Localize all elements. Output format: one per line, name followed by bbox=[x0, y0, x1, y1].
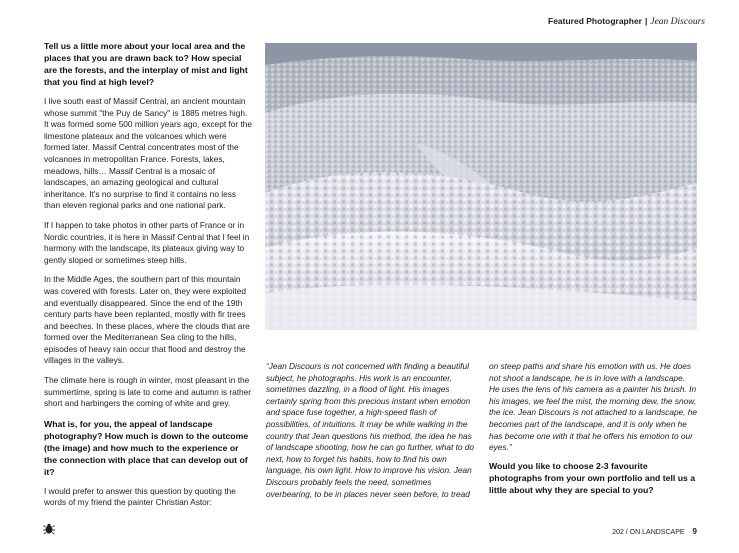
paragraph-middle-ages: In the Middle Ages, the southern part of this mountain was covered with forests. Later on, they were exploited and eventually disappeared. Since the end of the 19th century parts have been replanted, mostly with fir trees and beeches. In these places, where the clouds that are formed over the Mediterranean Sea cling to the hills, episodes of heavy rain occur that flood and destroy the villages in the valleys. bbox=[44, 274, 250, 366]
landscape-photo bbox=[265, 43, 697, 330]
astor-quote-continued: on steep paths and share his emotion with us. He does not shoot a landscape, he is in love with a landscape. He uses the lens of his camera as a painter his brush. In his images, we feel the mist, the morning dew, the snow, the ice. Jean Discours is not attached to a landscape, he becomes part of the landscape, and it is only when he has become one with it that he offers his emotion to our eyes.” bbox=[489, 361, 698, 453]
paragraph-massif-central: I live south east of Massif Central, an ancient mountain whose summit "the Puy de Sancy" is 1885 metres high. It was formed some 500 million years ago, except for the limestone plateaux and the volcanoes which were formed later. Massif Central concentrates most of the volcanoes in metropolitan France. Forests, lakes, meadows, hills… Massif Central is a mosaic of landscapes, an amazing geological and cultural inheritance. It's no surprise to find it contains no less than eleven regional parks and one national park. bbox=[44, 96, 252, 211]
page-number: 9 bbox=[692, 527, 697, 536]
section-title: Featured Photographer bbox=[548, 16, 642, 26]
question-appeal: What is, for you, the appeal of landscape photography? How much is down to the outcome (the image) and how much to the experience or the connection with place that can develop out of it? bbox=[44, 418, 249, 477]
paragraph-quote-intro: I would prefer to answer this question by quoting the words of my friend the painter Christian Astor: bbox=[44, 485, 236, 508]
issue-label: 202 / ON LANDSCAPE bbox=[612, 529, 685, 536]
right-column bbox=[489, 361, 697, 496]
middle-column bbox=[266, 361, 478, 500]
header-separator: | bbox=[644, 16, 648, 26]
question-favourites: Would you like to choose 2-3 favourite photographs from your own portfolio and tell us a little about why they are special to you? bbox=[489, 460, 696, 495]
paragraph-climate: The climate here is rough in winter, most pleasant in the summertime, spring is late to come and autumn is rather short and harbingers the coming of white and grey. bbox=[44, 375, 252, 409]
photographer-name: Jean Discours bbox=[650, 17, 705, 27]
beetle-icon bbox=[43, 522, 55, 534]
astor-quote: “Jean Discours is not concerned with finding a beautiful subject, he photographs. His work is an encounter, sometimes dazzling, in a flood of light. His images certainly spring from this precious instant when emotion and space fuse together, a high-speed flash of possibilities, of intuitions. It may be while walking in the country that Jean questions his method, the idea he has of landscape shooting, how he can go further, what to do next, how to forget his habits, how to find his own language, his own light. How to improve his vision. Jean Discours probably feels the need, sometimes overbearing, to be in places never seen before, to tread bbox=[266, 361, 475, 499]
page-footer bbox=[612, 527, 697, 536]
question-local-area: Tell us a little more about your local area and the places that you are drawn back to? How special are the forests, and the interplay of mist and light that you find at high level? bbox=[44, 41, 248, 87]
frosted-forest-image bbox=[265, 43, 697, 330]
page-header bbox=[548, 16, 705, 27]
paragraph-harmony: If I happen to take photos in other parts of France or in Nordic countries, it is here in Massif Central that I feel in harmony with the landscape, its plateaux giving way to gently sloped or sometimes steep hills. bbox=[44, 219, 250, 265]
left-column bbox=[44, 40, 252, 517]
